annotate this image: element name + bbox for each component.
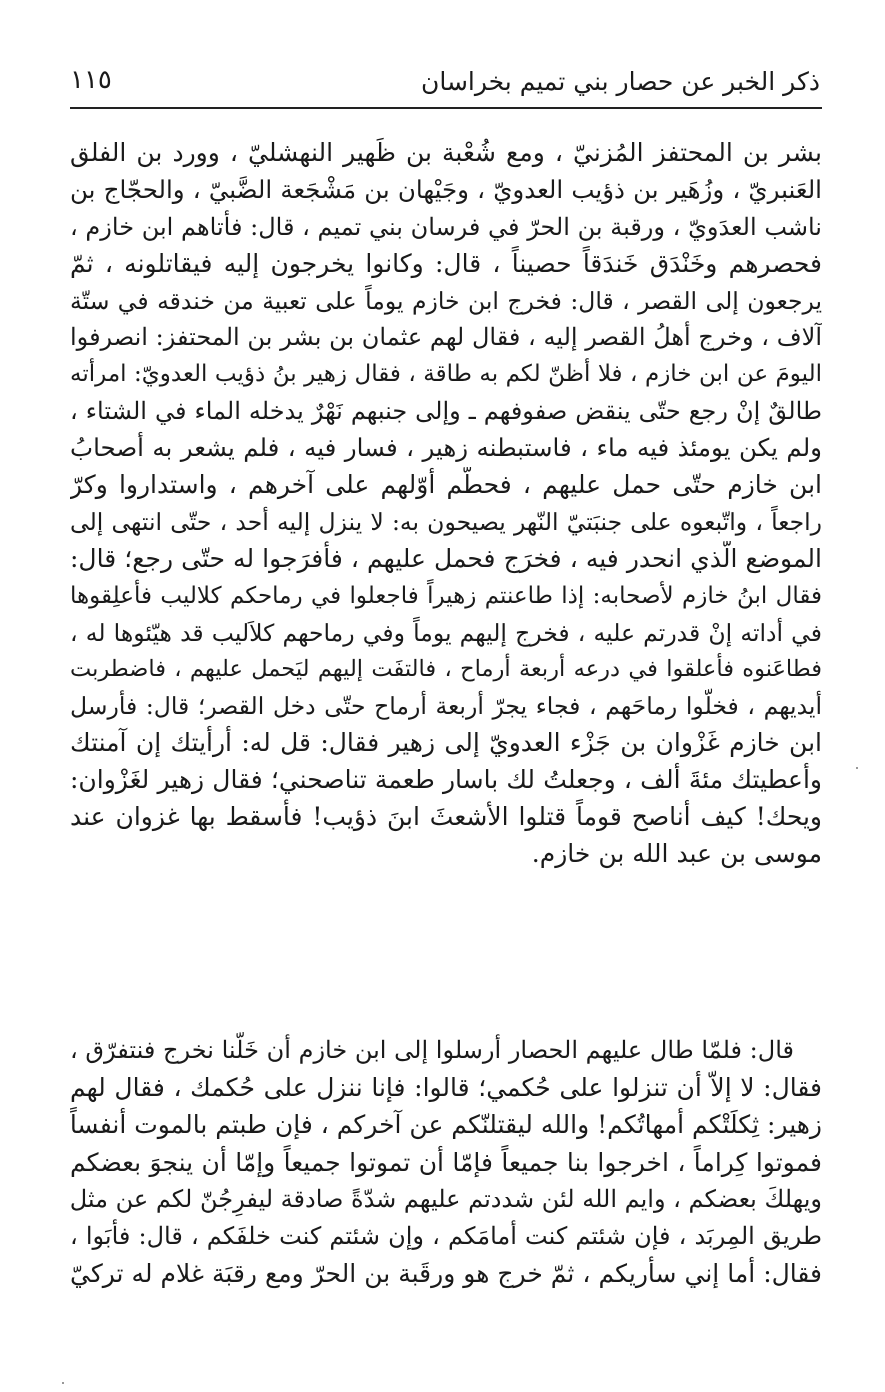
text-line: فقال ابنُ خازم لأصحابه: إذا طاعنتم زهيراً فاجعلوا في رماحكم كلاليب فأعلِقوها	[70, 582, 822, 609]
text-line: ولم يكن يومئذ فيه ماء ، فاستبطنه زهير ، فسار فيه ، فلم يشعر به أصحابُ	[70, 433, 822, 463]
text-line: ويحك! كيف أناصح قوماً قتلوا الأشعثَ ابنَ ذؤيب! فأسقط بها غزوان عند	[70, 802, 822, 832]
text-line: ابن خازم غَزْوان بن جَزْء العدويّ إلى زهير فقال: قل له: أرأيتك إن آمنتك	[70, 728, 822, 758]
scan-speck	[62, 1382, 64, 1384]
text-line: فموتوا كِراماً ، اخرجوا بنا جميعاً فإمّا أن تموتوا جميعاً وإمّا أن ينجوَ بعضكم	[70, 1147, 822, 1177]
text-line: فقال: لا إلاّ أن تنزلوا على حُكمي؛ قالوا: فإنا ننزل على حُكمك ، فقال لهم	[70, 1073, 822, 1103]
text-line: طالقٌ إنْ رجع حتّى ينقض صفوفهم ـ وإلى جنبهم نَهْرٌ يدخله الماء في الشتاء ،	[70, 397, 822, 426]
text-line: العَنبريّ ، وزُهَير بن ذؤيب العدويّ ، وجَيْهان بن مَشْجَعة الضَّبيّ ، والحجّاج بن	[70, 174, 822, 204]
text-line: قال: فلمّا طال عليهم الحصار أرسلوا إلى ابن خازم أن خَلّنا نخرج فنتفرّق ،	[70, 1036, 794, 1064]
scan-speck	[856, 767, 858, 769]
text-line: اليومَ عن ابن خازم ، فلا أظنّ لكم به طاقة ، فقال زهير بنُ ذؤيب العدويّ: امرأته	[70, 361, 822, 388]
text-line: ابن خازم حتّى حمل عليهم ، فحطَّم أوّلهم على آخرهم ، واستداروا وكرّ	[70, 470, 822, 500]
text-line: طريق المِربَد ، فإن شئتم كنت أمامَكم ، وإن شئتم كنت خلفَكم ، قال: فأبَوا ،	[70, 1221, 822, 1250]
paragraph-2	[70, 1032, 822, 1292]
text-line: فطاعَنوه فأعلقوا في درعه أربعة أرماح ، فالتفَت إليهم ليَحمل عليهم ، فاضطربت	[70, 656, 822, 683]
text-line: في أداته إنْ قدرتم عليه ، فخرج إليهم يوماً وفي رماحهم كلاَليب قد هيّئوها له ،	[70, 618, 822, 647]
running-header	[70, 58, 820, 104]
text-line: الموضع الّذي انحدر فيه ، فخرَج فحمل عليهم ، فأفرَجوا له حتّى رجع؛ قال:	[70, 543, 822, 573]
text-line: ويهلكَ بعضكم ، وايم الله لئن شددتم عليهم شدّةً صادقة ليفرِجُنّ لكم عن مثل	[70, 1184, 822, 1213]
text-line: آلاف ، وخرج أهلُ القصر إليه ، فقال لهم عثمان بن بشر بن المحتفز: انصرفوا	[70, 323, 822, 352]
paragraph-1	[70, 135, 822, 873]
text-line: فقال: أما إني سأريكم ، ثمّ خرج هو ورقَبة بن الحرّ ومع رقبَة غلام له تركيّ	[70, 1259, 822, 1289]
text-line: وأعطيتك مئةَ ألف ، وجعلتُ لك باسار طعمة تناصحني؛ فقال زهير لغَزْوان:	[70, 765, 822, 795]
text-line: بشر بن المحتفز المُزنيّ ، ومع شُعْبة بن ظَهير النهشليّ ، وورد بن الفلق	[70, 138, 822, 167]
header-divider	[70, 107, 822, 109]
text-line: أيديهم ، فخلّوا رماحَهم ، فجاء يجرّ أربعة أرماح حتّى دخل القصر؛ قال: فأرسل	[70, 692, 822, 721]
page-number: ١١٥	[70, 65, 112, 95]
text-line: فحصرهم وخَنْدَق خَندَقاً حصيناً ، قال: وكانوا يخرجون إليه فيقاتلونه ، ثمّ	[70, 248, 822, 278]
text-line: موسى بن عبد الله بن خازم.	[531, 838, 822, 868]
text-line: زهير: ثِكلَتْكم أمهاتُكم! والله ليقتلنّكم عن آخركم ، فإن طبتم بالموت أنفساً	[70, 1110, 822, 1140]
chapter-title: ذكر الخبر عن حصار بني تميم بخراسان	[420, 67, 820, 96]
text-line: يرجعون إلى القصر ، قال: فخرج ابن خازم يوماً على تعبية من خندقه في ستّة	[70, 286, 822, 315]
text-line: راجعاً ، واتّبعوه على جنبَتيّ النّهر يصيحون به: لا ينزل إليه أحد ، حتّى انتهى إلى	[70, 507, 822, 536]
text-line: ناشب العدَويّ ، ورقبة بن الحرّ في فرسان بني تميم ، قال: فأتاهم ابن خازم ،	[70, 212, 822, 241]
